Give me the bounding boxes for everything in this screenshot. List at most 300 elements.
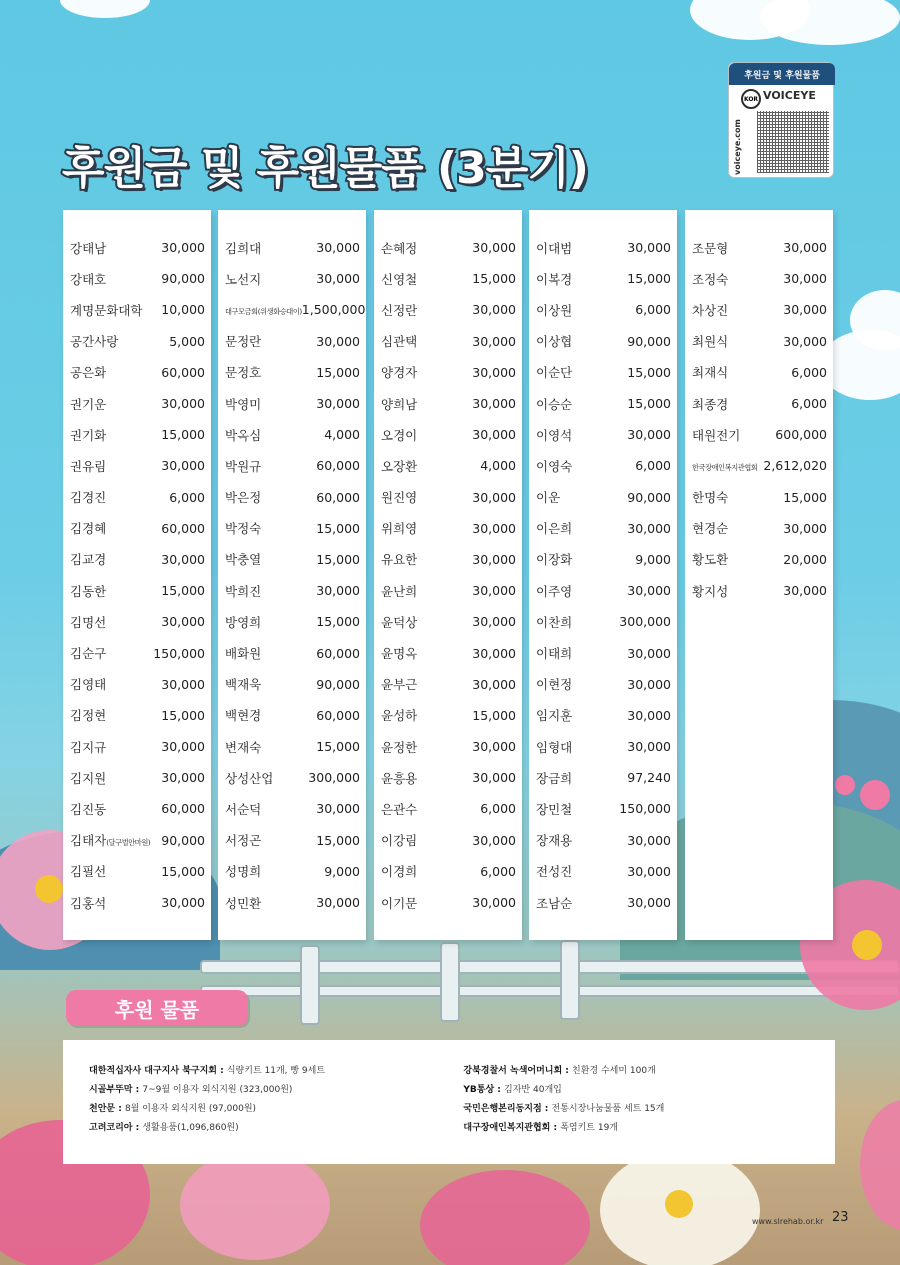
item-row [89,1062,435,1081]
donor-name-text: 윤정한 [381,739,418,755]
donor-name [381,831,417,849]
donor-name [536,395,572,413]
donor-row [374,575,522,606]
donor-amount: 300,000 [619,614,671,630]
donor-amount: 4,000 [480,458,516,474]
donor-name-text: 양희남 [381,396,418,412]
donor-row [374,232,522,263]
donor-name [225,644,261,662]
donor-name-text: 이은희 [536,521,573,537]
donor-row [63,637,211,668]
donor-amount: 15,000 [783,489,827,505]
donor-name [692,332,728,350]
donor-name [536,582,572,600]
donor-name [70,644,106,662]
donor-amount: 30,000 [161,396,205,412]
donor-name [536,738,572,756]
donor-name-text: 윤흥용 [381,770,418,786]
donor-amount: 15,000 [161,707,205,723]
donor-name-text: 이영숙 [536,458,573,474]
item-description: 폭염키트 19개 [560,1123,619,1133]
donor-name-text: 현경순 [692,521,729,537]
donor-amount: 90,000 [161,832,205,848]
donor-name-text: 김희대 [225,240,262,256]
donor-row [374,513,522,544]
donor-amount: 30,000 [316,895,360,911]
donor-amount: 30,000 [161,614,205,630]
donor-amount: 30,000 [472,895,516,911]
donor-amount: 30,000 [783,583,827,599]
donor-name [225,582,261,600]
donor-name [225,426,261,444]
items-list-right [463,1062,809,1164]
donor-name [536,426,572,444]
donor-row [529,575,677,606]
donor-name [692,519,728,537]
donor-row [374,731,522,762]
donor-name [70,550,106,568]
item-description: 7~9월 이용자 외식지원 (323,000원) [142,1085,293,1095]
donor-name-text: 오경이 [381,427,418,443]
donor-amount: 30,000 [316,396,360,412]
donor-name [70,769,106,787]
donor-amount: 30,000 [472,676,516,692]
donor-name [381,239,417,257]
donor-name [381,363,417,381]
donor-name-text: 이순단 [536,365,573,381]
donor-amount: 30,000 [627,583,671,599]
donor-name-text: 유요한 [381,552,418,568]
donor-amount: 15,000 [627,396,671,412]
donor-name [225,675,261,693]
donor-name-text: 이기문 [381,895,418,911]
donor-name-text: 황도환 [692,552,729,568]
donor-name [225,332,261,350]
donor-name-text: 김진동 [70,801,107,817]
donor-name-text: 최종경 [692,396,729,412]
donor-name [536,239,572,257]
donor-amount: 30,000 [627,676,671,692]
donor-row [685,263,833,294]
donor-amount: 6,000 [635,458,671,474]
item-donor: 시골부뚜막 : [89,1085,143,1095]
voiceye-qr-code [728,62,834,178]
donor-row [63,232,211,263]
donor-row [374,825,522,856]
donor-name-text: 위희영 [381,521,418,537]
qr-side-label: voiceye.com [733,119,742,175]
donor-name [381,457,417,475]
donor-name-text: 한명숙 [692,490,729,506]
donor-amount: 30,000 [161,240,205,256]
donor-amount: 15,000 [472,707,516,723]
donor-row [63,606,211,637]
donor-row [374,482,522,513]
donor-amount: 30,000 [783,302,827,318]
donor-row [218,357,366,388]
donor-row [63,294,211,325]
donor-name-text: 임지훈 [536,708,573,724]
donor-row [218,575,366,606]
donor-name [225,270,261,288]
donor-name-text: 박정숙 [225,521,262,537]
donor-amount: 30,000 [472,364,516,380]
donor-row [374,544,522,575]
donor-amount: 60,000 [316,458,360,474]
donor-row [374,793,522,824]
donor-name-text: 김지원 [70,770,107,786]
donor-row [529,856,677,887]
donor-amount: 30,000 [161,551,205,567]
donor-row [63,825,211,856]
donor-amount: 15,000 [316,520,360,536]
donor-amount: 60,000 [161,801,205,817]
donor-name [536,457,572,475]
donor-amount: 30,000 [161,739,205,755]
donor-name-text: 이승순 [536,396,573,412]
donor-row [218,326,366,357]
donor-row [529,419,677,450]
donor-name-text: 이상협 [536,334,573,350]
donor-name [225,738,261,756]
donor-name [225,831,261,849]
donor-row [374,326,522,357]
donor-name [70,457,106,475]
donor-row [63,357,211,388]
donor-name [381,769,417,787]
donor-row [218,450,366,481]
donor-name [536,363,572,381]
donor-amount: 30,000 [472,240,516,256]
donor-name-text: 이영석 [536,427,573,443]
donor-name-text: 공은화 [70,365,107,381]
donor-amount: 300,000 [308,770,360,786]
donor-row [529,232,677,263]
donor-name-text: 김필선 [70,864,107,880]
donor-amount: 30,000 [627,739,671,755]
donor-row [374,606,522,637]
donor-name-text: 조남순 [536,895,573,911]
item-row [463,1100,809,1119]
donor-column-5 [685,210,833,940]
donor-name-text: 박충열 [225,552,262,568]
donor-amount: 30,000 [161,770,205,786]
donor-amount: 30,000 [472,396,516,412]
donor-name-text: 이복경 [536,271,573,287]
donor-name [70,831,150,849]
donor-name [225,239,261,257]
donor-name-text: 이경희 [381,864,418,880]
item-row [463,1119,809,1138]
donor-name-text: 이강림 [381,833,418,849]
donor-row [63,450,211,481]
donor-name [536,862,572,880]
donor-row [218,232,366,263]
donor-row [374,388,522,419]
donor-amount: 2,612,020 [763,458,827,474]
donor-row [529,357,677,388]
donor-name-text: 장재용 [536,833,573,849]
qr-grid [757,111,829,173]
donor-name [536,488,560,506]
donor-name-text: 신정란 [381,302,418,318]
donor-row [529,731,677,762]
donor-amount: 30,000 [161,676,205,692]
donor-amount: 5,000 [169,333,205,349]
donor-name [536,550,572,568]
donor-row [529,388,677,419]
donor-name [225,894,261,912]
donor-name [381,738,417,756]
donor-row [63,513,211,544]
donor-name [225,457,261,475]
donor-row [685,544,833,575]
donor-name-text: 이상원 [536,302,573,318]
donor-row [63,669,211,700]
donor-row [374,856,522,887]
donor-amount: 1,500,000 [301,302,366,318]
donor-amount: 30,000 [316,240,360,256]
item-row [463,1062,809,1081]
donor-name-text: 윤난희 [381,583,418,599]
donor-amount: 15,000 [316,739,360,755]
donor-name [225,550,261,568]
footer-url: www.slrehab.or.kr [752,1217,824,1226]
donor-name [70,613,106,631]
donor-name-text: 변재숙 [225,739,262,755]
donor-name-text: 박영미 [225,396,262,412]
item-description: 8월 이용자 외식지원 (97,000원) [124,1104,257,1114]
donor-name [70,363,106,381]
item-donor: 대구장애인복지관협회 : [463,1123,561,1133]
donor-amount: 30,000 [316,801,360,817]
donor-amount: 30,000 [472,333,516,349]
item-description: 식량키트 11개, 빵 9세트 [226,1066,326,1076]
donor-row [529,263,677,294]
donor-row [218,731,366,762]
donor-row [63,731,211,762]
donor-name-text: 김경혜 [70,521,107,537]
donor-row [374,887,522,918]
donor-name-text: 방영희 [225,614,262,630]
voiceye-logo: VOICEYE [763,89,816,102]
donor-amount: 60,000 [161,520,205,536]
donor-amount: 9,000 [635,551,671,567]
donor-amount: 4,000 [324,427,360,443]
donor-amount: 60,000 [316,645,360,661]
donor-name [381,332,417,350]
donor-name [225,862,261,880]
donor-name [381,519,417,537]
donor-row [218,669,366,700]
donor-name-text: 권기화 [70,427,107,443]
donor-name [692,488,728,506]
donor-row [529,450,677,481]
items-list-left [89,1062,435,1164]
donor-row [529,513,677,544]
donor-row [529,482,677,513]
items-section [63,1040,835,1164]
donor-amount: 15,000 [627,364,671,380]
donor-name-text: 노선지 [225,271,262,287]
donor-amount: 30,000 [627,645,671,661]
donor-row [374,637,522,668]
item-description: 전통시장나눔물품 세트 15개 [551,1104,665,1114]
donor-name-text: 임형대 [536,739,573,755]
donor-row [63,575,211,606]
donor-name-text: 김홍석 [70,895,107,911]
donor-name [536,769,572,787]
donor-name [536,800,572,818]
donor-row [63,856,211,887]
donor-name-text: 심관택 [381,334,418,350]
donor-amount: 15,000 [316,551,360,567]
donor-amount: 20,000 [783,551,827,567]
donor-row [529,793,677,824]
donor-amount: 15,000 [316,364,360,380]
donor-row [685,357,833,388]
donor-name-text: 장금희 [536,770,573,786]
donor-row [63,482,211,513]
donor-name-text: 황지성 [692,583,729,599]
donor-amount: 30,000 [316,333,360,349]
donor-amount: 6,000 [791,364,827,380]
donor-amount: 30,000 [316,583,360,599]
donor-amount: 30,000 [627,240,671,256]
donor-row [63,762,211,793]
donor-name [536,332,572,350]
donor-note: (달구벌안마원) [106,838,151,848]
item-description: 친환경 수세미 100개 [572,1066,656,1076]
donor-amount: 30,000 [472,645,516,661]
donor-name-text: 권기운 [70,396,107,412]
donor-name-text: 윤성하 [381,708,418,724]
donor-name [692,270,728,288]
donor-name-text: 김순구 [70,646,107,662]
donor-name-text: 박희진 [225,583,262,599]
donor-amount: 90,000 [627,489,671,505]
donor-name [70,738,106,756]
donor-name [381,613,417,631]
donor-row [63,544,211,575]
donor-name-text: 전성진 [536,864,573,880]
donor-amount: 30,000 [472,770,516,786]
donor-row [529,544,677,575]
donor-name [70,800,106,818]
donor-amount: 30,000 [627,427,671,443]
donor-amount: 60,000 [316,489,360,505]
donor-amount: 6,000 [480,863,516,879]
donor-name [225,613,261,631]
donor-name-text: 서순덕 [225,801,262,817]
donor-amount: 6,000 [480,801,516,817]
donor-row [218,887,366,918]
donor-name [225,302,302,317]
donor-column-1 [63,210,211,940]
donor-amount: 30,000 [161,458,205,474]
donor-name-text: 오장환 [381,458,418,474]
donor-amount: 30,000 [472,739,516,755]
donor-name [381,395,417,413]
donor-amount: 150,000 [619,801,671,817]
donor-amount: 60,000 [161,364,205,380]
donor-row [218,294,366,325]
donor-row [63,419,211,450]
donor-amount: 30,000 [627,832,671,848]
donor-name [70,488,106,506]
donor-name [225,488,261,506]
donor-amount: 15,000 [161,427,205,443]
donor-name [536,894,572,912]
donor-name-text: 문정란 [225,334,262,350]
donor-amount: 600,000 [775,427,827,443]
donor-row [529,637,677,668]
donor-row [218,513,366,544]
qr-tag-label: 후원금 및 후원물품 [729,63,835,85]
donor-row [685,419,833,450]
donor-name-text: 윤부근 [381,677,418,693]
donor-name-text: 김정현 [70,708,107,724]
donor-column-4 [529,210,677,940]
donor-name [381,675,417,693]
donor-name [225,395,261,413]
donor-name [70,706,106,724]
donor-row [63,887,211,918]
donor-name-text: 강태호 [70,271,107,287]
donor-name-text: 김태자 [70,833,107,849]
donor-amount: 15,000 [316,832,360,848]
donor-amount: 30,000 [627,707,671,723]
donor-row [529,825,677,856]
donor-amount: 30,000 [472,302,516,318]
donor-name [70,239,106,257]
item-description: 생활용품(1,096,860원) [142,1123,239,1133]
donor-amount: 6,000 [635,302,671,318]
donor-column-2 [218,210,366,940]
donor-name [70,894,106,912]
donor-row [685,388,833,419]
donor-name [536,644,572,662]
donor-name [536,519,572,537]
donor-name [70,426,106,444]
donor-amount: 150,000 [153,645,205,661]
donor-name-text: 이장화 [536,552,573,568]
donor-name-text: 최재식 [692,365,729,381]
item-donor: 고려코리아 : [89,1123,143,1133]
donor-name [381,488,417,506]
page-number: 23 [832,1210,849,1225]
donor-amount: 15,000 [161,863,205,879]
donor-row [685,513,833,544]
donor-name-text: 태원전기 [692,427,741,443]
donor-row [529,326,677,357]
donor-name-text: 박원규 [225,458,262,474]
donor-name [692,301,728,319]
donor-name-text: 성민환 [225,895,262,911]
donor-name [536,706,572,724]
item-description: 김자반 40개입 [504,1085,562,1095]
donor-name [692,239,728,257]
donor-name [70,675,106,693]
donor-amount: 30,000 [783,333,827,349]
item-row [463,1081,809,1100]
donor-name [692,550,728,568]
donor-name-text: 이주영 [536,583,573,599]
donor-name-text: 백현경 [225,708,262,724]
donor-name-text: 이대범 [536,240,573,256]
donor-amount: 30,000 [472,614,516,630]
donor-name [692,363,728,381]
